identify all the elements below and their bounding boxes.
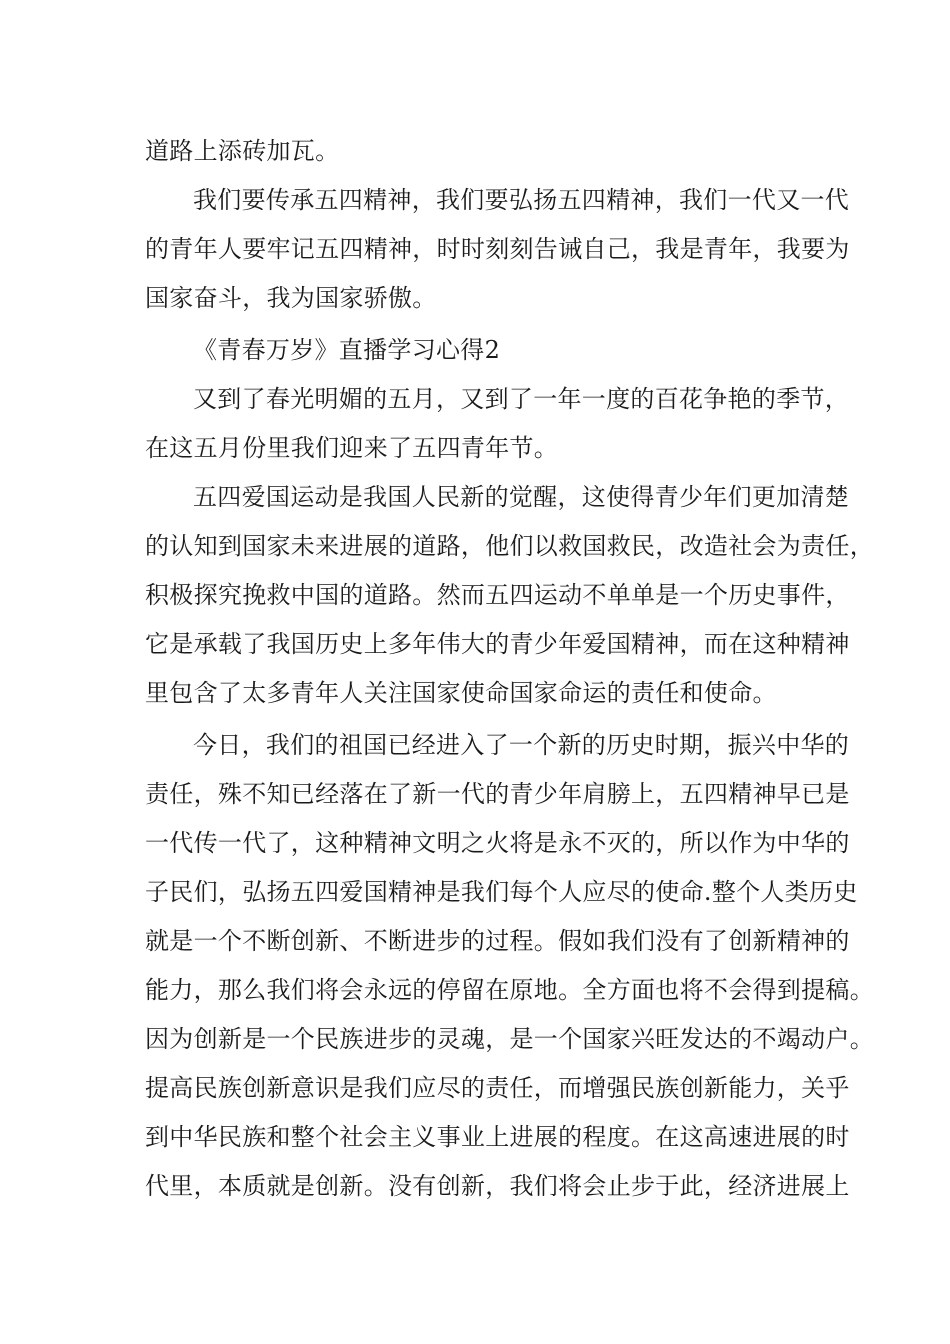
text-line: 的认知到国家未来进展的道路，他们以救国救民，改造社会为责任， <box>145 532 874 560</box>
text-line: 又到了春光明媚的五月，又到了一年一度的百花争艳的季节， <box>193 385 850 413</box>
text-line: 到中华民族和整个社会主义事业上进展的程度。在这高速进展的时 <box>145 1123 850 1151</box>
text-line: 我们要传承五四精神，我们要弘扬五四精神，我们一代又一代 <box>193 186 850 214</box>
text-line: 能力，那么我们将会永远的停留在原地。全方面也将不会得到提稿。 <box>145 976 874 1004</box>
text-line: 子民们，弘扬五四爱国精神是我们每个人应尽的使命.整个人类历史 <box>145 878 858 906</box>
text-line: 责任，殊不知已经落在了新一代的青少年肩膀上，五四精神早已是 <box>145 780 850 808</box>
text-line: 里包含了太多青年人关注国家使命国家命运的责任和使命。 <box>145 679 777 707</box>
text-line: 代里，本质就是创新。没有创新，我们将会止步于此，经济进展上 <box>145 1172 850 1200</box>
text-line: 一代传一代了，这种精神文明之火将是永不灭的，所以作为中华的 <box>145 829 850 857</box>
section-heading: 《青春万岁》直播学习心得2 <box>193 336 501 364</box>
text-line: 提高民族创新意识是我们应尽的责任，而增强民族创新能力，关乎 <box>145 1074 850 1102</box>
text-line: 道路上添砖加瓦。 <box>145 137 340 165</box>
text-line: 五四爱国运动是我国人民新的觉醒，这使得青少年们更加清楚 <box>193 483 850 511</box>
text-line: 因为创新是一个民族进步的灵魂，是一个国家兴旺发达的不竭动户。 <box>145 1025 874 1053</box>
text-line: 就是一个不断创新、不断进步的过程。假如我们没有了创新精神的 <box>145 927 850 955</box>
text-line: 国家奋斗，我为国家骄傲。 <box>145 284 437 312</box>
text-line: 在这五月份里我们迎来了五四青年节。 <box>145 434 559 462</box>
text-line: 的青年人要牢记五四精神，时时刻刻告诫自己，我是青年，我要为 <box>145 235 850 263</box>
text-line: 积极探究挽救中国的道路。然而五四运动不单单是一个历史事件， <box>145 581 850 609</box>
text-line: 今日，我们的祖国已经进入了一个新的历史时期，振兴中华的 <box>193 731 850 759</box>
text-line: 它是承载了我国历史上多年伟大的青少年爱国精神，而在这种精神 <box>145 630 850 658</box>
